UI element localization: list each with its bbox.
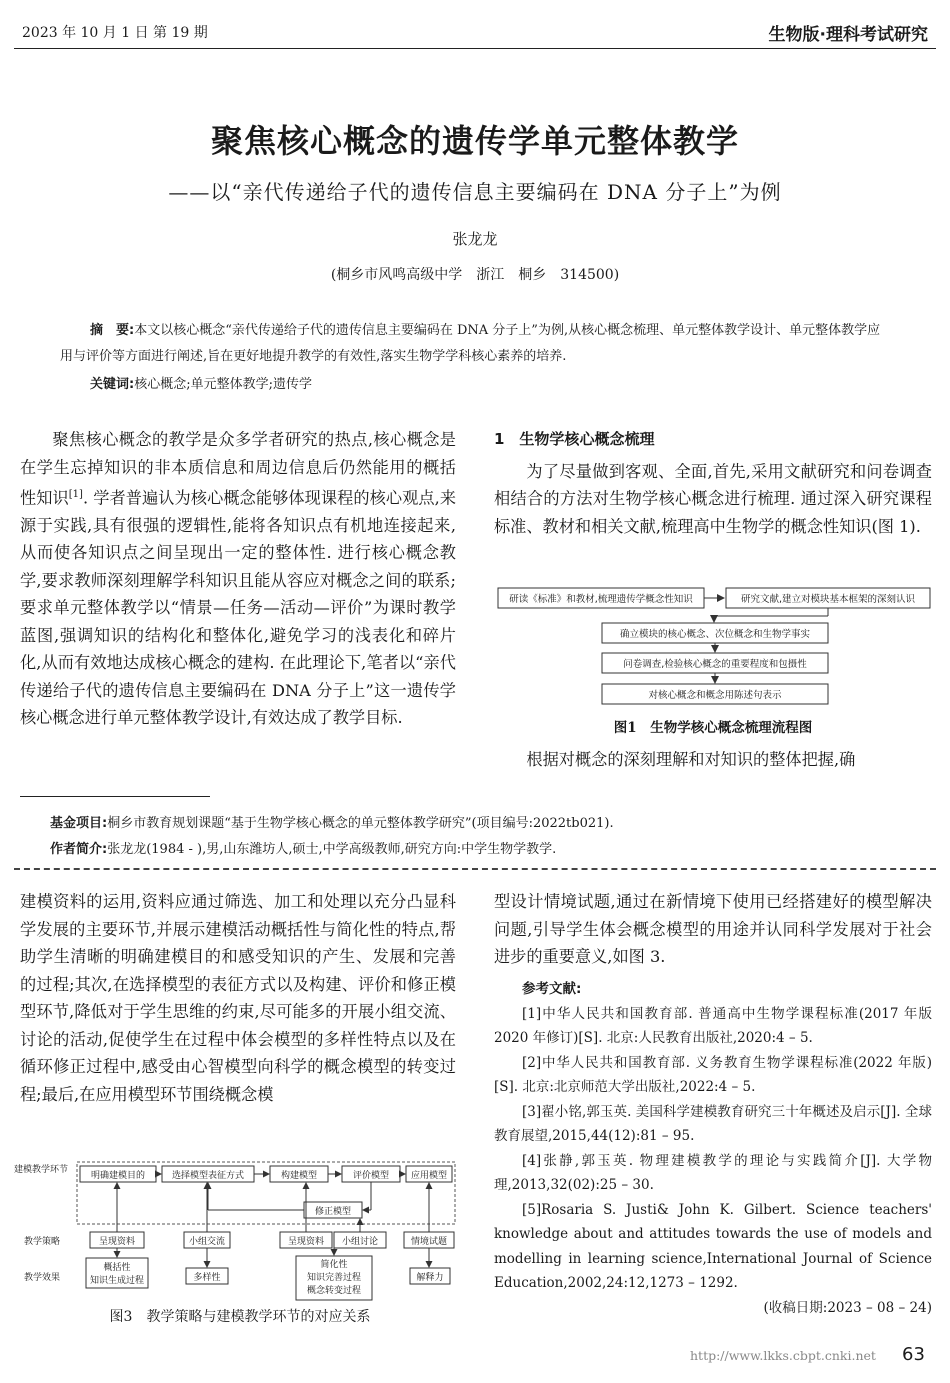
abstract-label: 摘 要:: [90, 323, 135, 338]
journal-name: 生物版·理科考试研究: [768, 25, 928, 45]
application-paragraph: 型设计情境试题,通过在新情境下使用已经搭建好的模型解决问题,引导学生体会概念模型的用途并认同科学发展对于社会进步的重要意义,如图 3.: [494, 892, 932, 966]
section1-paragraph-2: 根据对概念的深刻理解和对知识的整体把握,确: [526, 750, 856, 769]
reference-item: [5]Rosaria S. Justi& John K. Gilbert. Science teachers' knowledge about and attitudes towards the use of models and modelling in learning science,International Journal of Science Education,2002,24:12,1273 – 1292.: [494, 1201, 932, 1291]
author-affiliation: (桐乡市风鸣高级中学 浙江 桐乡 314500): [330, 267, 620, 283]
figure1-caption: 图1 生物学核心概念梳理流程图: [613, 720, 813, 736]
fig1-box-5-text: 对核心概念和概念用陈述句表示: [648, 690, 782, 701]
reference-item: [4]张静,郭玉英. 物理建模教学的理论与实践简介[J]. 大学物理,2013,32(02):25 – 30.: [494, 1152, 932, 1193]
issue-date: 2023 年 10 月 1 日 第 19 期: [22, 25, 208, 41]
fig3-effect-1-l2: 知识生成过程: [89, 1276, 145, 1286]
modeling-column: [20, 888, 456, 1108]
references-title: 参考文献:: [522, 981, 582, 997]
fig3-step-1-text: 明确建模目的: [90, 1171, 146, 1181]
section-heading: 1 生物学核心概念梳理: [494, 430, 655, 448]
fig1-box-1-text: 研读《标准》和教材,梳理遗传学概念性知识: [509, 594, 693, 605]
fig3-effect-3-l1: 简化性: [320, 1260, 348, 1270]
abstract: [60, 318, 892, 370]
intro-text-b: . 学者普遍认为核心概念能够体现课程的核心观点,来源于实践,具有很强的逻辑性,能将各知识点有机地连接起来,从而使各知识点之间呈现出一定的整体性. 进行核心概念教学,要求教师深刻理解学科知识且能从容应对概念之间的联系;要求单元整体教学以“情景—任务—活动—评价”为课时教学蓝图,强调知识的结构化和整体化,避免学习的浅表化和碎片化,从而有效地达成核心概念的建构. 在此理论下,笔者以“亲代传递给子代的遗传信息主要编码在 DNA 分子上”这一遗传学核心概念进行单元整体教学设计,有效达成了教学目标.: [20, 488, 457, 728]
article-title: 聚焦核心概念的遗传学单元整体教学: [210, 122, 739, 160]
fig3-step-4-text: 评价模型: [352, 1171, 390, 1181]
section1-column: [494, 426, 932, 540]
keywords-text: 核心概念;单元整体教学;遗传学: [134, 377, 312, 392]
fig3-step-2-text: 选择模型表征方式: [171, 1171, 245, 1181]
received-date: (收稿日期:2023 – 08 – 24): [763, 1299, 932, 1316]
fig1-box-2-text: 研究文献,建立对模块基本框架的深刻认识: [740, 594, 916, 605]
bio-text: 张龙龙(1984 - ),男,山东潍坊人,硕士,中学高级教师,研究方向:中学生物学教学.: [107, 842, 557, 857]
reference-item: [3]翟小铭,郭玉英. 美国科学建模教育研究三十年概述及启示[J]. 全球教育展望,2015,44(12):81 – 95.: [494, 1103, 932, 1144]
fig1-box-3-text: 确立模块的核心概念、次位概念和生物学事实: [619, 629, 811, 640]
page-break-dash: [14, 868, 936, 870]
reference-item: [1]中华人民共和国教育部. 普通高中生物学课程标准(2017 年版 2020 年修订)[S]. 北京:人民教育出版社,2020:4 – 5.: [494, 1005, 932, 1046]
fig3-step-5-text: 应用模型: [410, 1171, 448, 1181]
author-name: 张龙龙: [452, 230, 498, 248]
keywords-label: 关键词:: [90, 377, 135, 392]
footnote-fund: [50, 812, 930, 831]
fig3-strategy-1-text: 呈现资料: [98, 1237, 136, 1247]
footnote-bio: [50, 838, 930, 857]
page-number: 63: [902, 1344, 925, 1365]
journal-url[interactable]: http://www.lkks.cbpt.cnki.net: [690, 1348, 876, 1363]
fig3-effect-2-text: 多样性: [193, 1273, 221, 1283]
reference-item: [2]中华人民共和国教育部. 义务教育生物学课程标准(2022 年版)[S]. 北京:北京师范大学出版社,2022:4 – 5.: [494, 1054, 932, 1095]
fig3-strategy-3-text: 呈现资料: [287, 1237, 325, 1247]
intro-column: [20, 426, 456, 732]
citation: [1]: [68, 489, 83, 500]
intro-text-a: 聚焦核心概念的教学是众多学者研究的热点,核心概念是在学生忘掉知识的非本质信息和周边信息后仍然能用的概括性知识: [20, 430, 456, 508]
fig3-step-3-text: 构建模型: [280, 1171, 318, 1181]
fund-label: 基金项目:: [50, 816, 108, 831]
fig3-strategy-5-text: 情境试题: [410, 1237, 448, 1247]
fig3-row-label-3: 教学效果: [24, 1273, 61, 1283]
keywords: [90, 373, 890, 392]
section1-paragraph: 为了尽量做到客观、全面,首先,采用文献研究和问卷调查相结合的方法对生物学核心概念进行梳理. 通过深入研究课程标准、教材和相关文献,梳理高中生物学的概念性知识(图 1).: [494, 461, 932, 536]
figure3-diagram: [14, 1158, 460, 1304]
fig1-box-4-text: 问卷调查,检验核心概念的重要程度和包摄性: [623, 659, 807, 670]
fig3-effect-3-l2: 知识完善过程: [306, 1273, 362, 1283]
fund-text: 桐乡市教育规划课题“基于生物学核心概念的单元整体教学研究”(项目编号:2022tb021).: [107, 816, 614, 831]
modeling-paragraph: 建模资料的运用,资料应通过筛选、加工和处理以充分凸显科学发展的主要环节,并展示建模活动概括性与简化性的特点,帮助学生清晰的明确建模目的和感受知识的产生、发展和完善的过程;其次,在选择模型的表征方式以及构建、评价和修正模型环节,降低对于学生思维的约束,尽可能多的开展小组交流、讨论的活动,促使学生在过程中体会模型的多样性特点以及在循环修正过程中,感受由心智模型向科学的概念模型的转变过程;最后,在应用模型环节围绕概念模: [20, 892, 456, 1104]
fig3-effect-4-text: 解释力: [416, 1273, 444, 1283]
application-column: [494, 888, 932, 971]
figure3-caption: 图3 教学策略与建模教学环节的对应关系: [109, 1309, 371, 1325]
fig3-revise-text: 修正模型: [314, 1207, 352, 1217]
header-rule: [14, 48, 936, 49]
footnote-rule: [20, 796, 210, 797]
section1-continuation: [494, 746, 932, 774]
fig3-effect-3-l3: 概念转变过程: [306, 1286, 362, 1296]
references: [494, 977, 932, 1320]
fig3-strategy-2-text: 小组交流: [188, 1237, 226, 1247]
intro-paragraph: [20, 426, 456, 732]
figure1-flowchart: [494, 582, 932, 712]
fig3-effect-1-l1: 概括性: [103, 1263, 131, 1273]
fig3-row-label-1: 建模教学环节: [14, 1165, 69, 1175]
article-subtitle: ——以“亲代传递给子代的遗传信息主要编码在 DNA 分子上”为例: [168, 180, 782, 204]
fig3-row-label-2: 教学策略: [24, 1237, 61, 1247]
abstract-text: 本文以核心概念“亲代传递给子代的遗传信息主要编码在 DNA 分子上”为例,从核心概念梳理、单元整体教学设计、单元整体教学应用与评价等方面进行阐述,旨在更好地提升教学的有效性,落实生物学学科核心素养的培养.: [60, 323, 881, 364]
bio-label: 作者简介:: [50, 842, 108, 857]
fig3-strategy-4-text: 小组讨论: [341, 1237, 379, 1247]
